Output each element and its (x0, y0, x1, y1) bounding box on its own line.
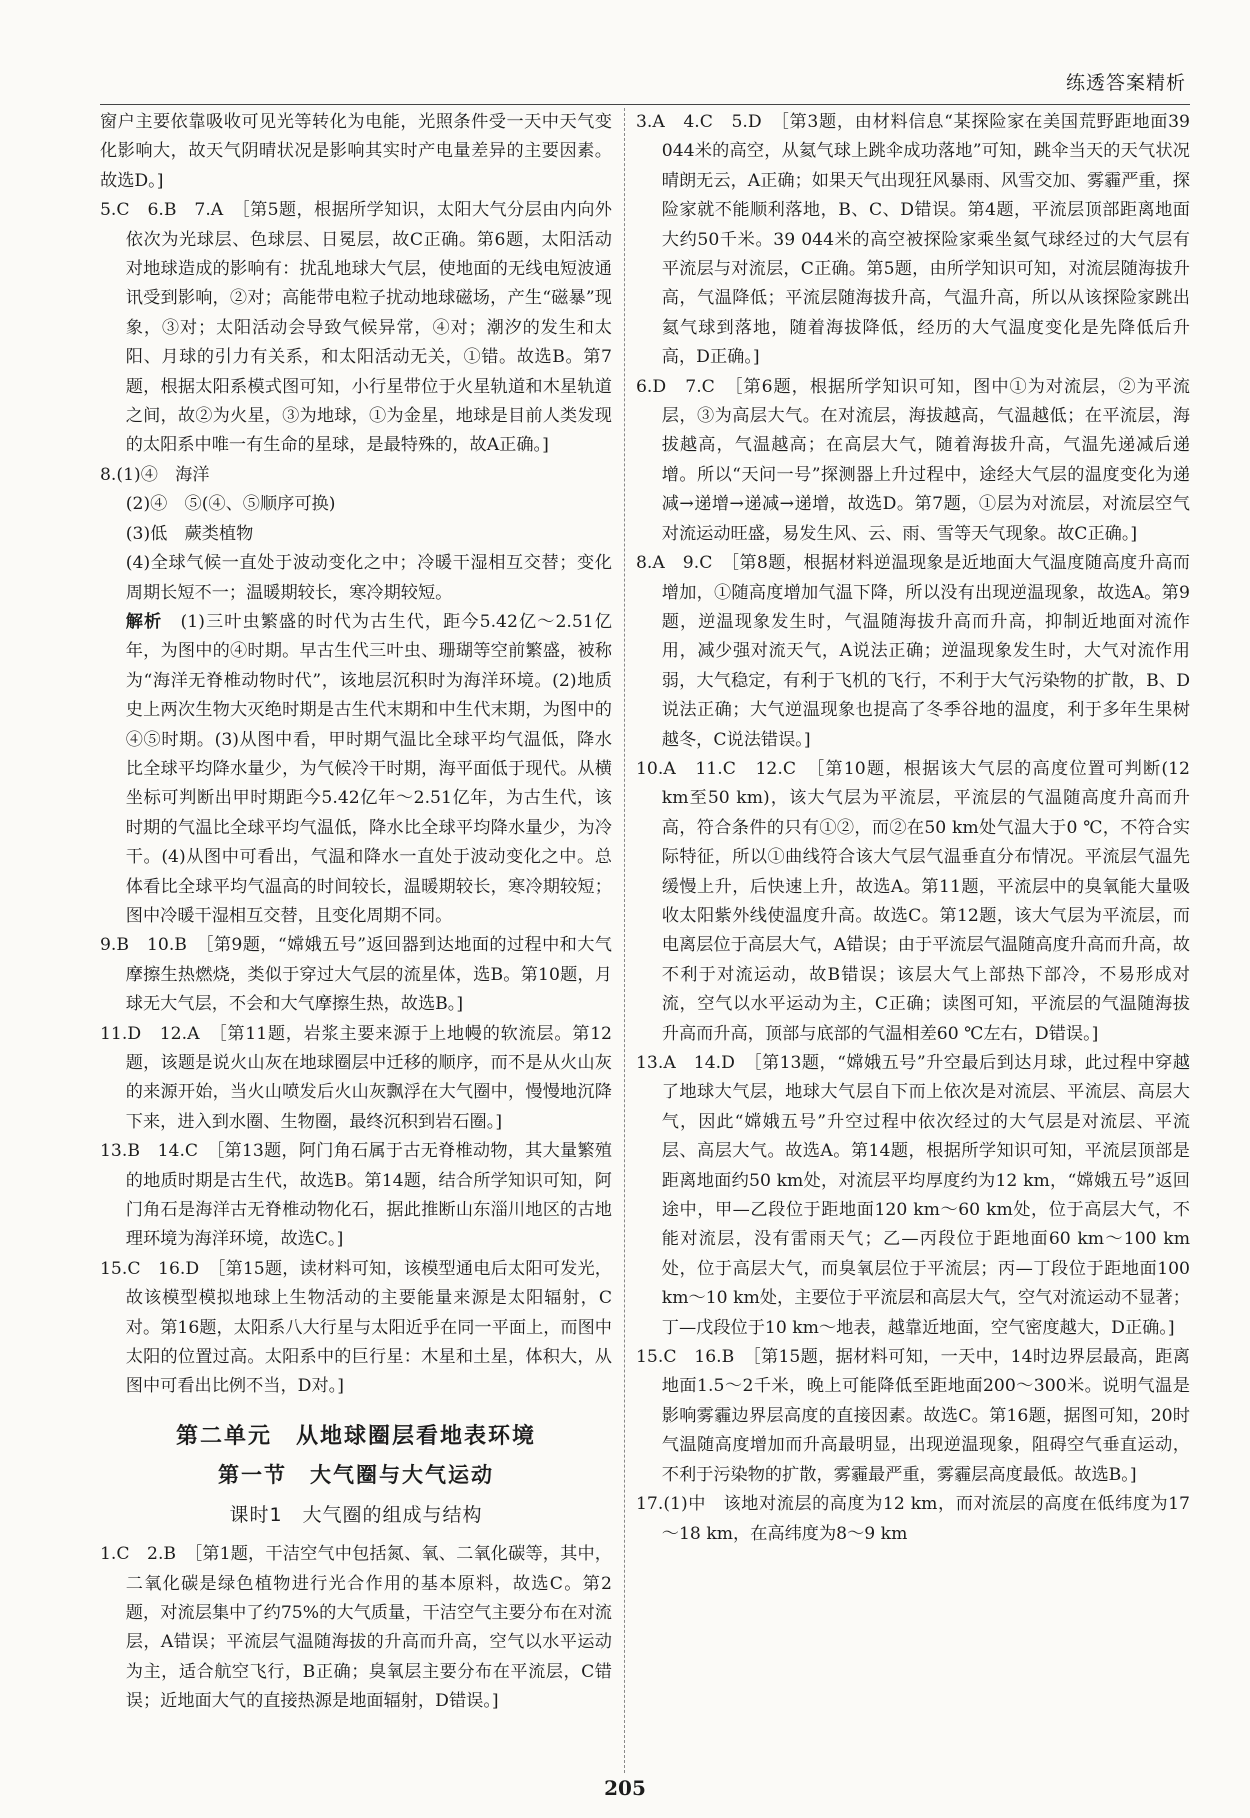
answer-block: 15.C 16.D ［第15题，读材料可知，该模型通电后太阳可发光，故该模型模拟地球上生物活动的主要能量来源是太阳辐射，C对。第16题，太阳系八大行星与太阳近乎在同一平面上，而图中太阳的位置过高。太阳系中的巨行星：木星和土星，体积大，从图中可看出比例不当，D对。] (100, 1258, 612, 1397)
answer-block: 15.C 16.B ［第15题，据材料可知，一天中，14时边界层最高，距离地面1.5～2千米，晚上可能降低至距地面200～300米。说明气温是影响雾霾边界层高度的直接因素。故选C。第16题，据图可知，20时气温随高度增加而升高最明显，出现逆温现象，阻碍空气垂直运动，不利于污染物的扩散，雾霾最严重，雾霾层高度最低。故选B。] (636, 1347, 1190, 1485)
analysis-label: 解析 (125, 611, 163, 632)
answer-block: 8.(1)④ 海洋 (100, 464, 210, 485)
answer-block: 13.B 14.C ［第13题，阿门角石属于古无脊椎动物，其大量繁殖的地质时期是古生代，故选B。第14题，结合所学知识可知，阿门角石是海洋古无脊椎动物化石，据此推断山东淄川地区的古地理环境为海洋环境，故选C。] (100, 1141, 612, 1250)
unit-title: 第二单元 从地球圈层看地表环境 (175, 1423, 536, 1449)
answer-sub-block: (2)④ ⑤(④、⑤顺序可换) (125, 494, 336, 515)
column-divider (624, 108, 625, 1773)
answer-block: 窗户主要依靠吸收可见光等转化为电能，光照条件受一天中天气变化影响大，故天气阴晴状况是影响其实时产电量差异的主要因素。故选D。] (100, 112, 612, 191)
analysis-block (100, 608, 612, 931)
left-column (100, 108, 612, 1717)
answer-block: 11.D 12.A ［第11题，岩浆主要来源于上地幔的软流层。第12题，该题是说火山灰在地球圈层中迁移的顺序，而不是从火山灰的来源开始，当火山喷发后火山灰飘浮在大气圈中，慢慢地沉降下来，进入到水圈、生物圈，最终沉积到岩石圈。] (100, 1023, 612, 1132)
answer-block: 10.A 11.C 12.C ［第10题，根据该大气层的高度位置可判断(12 km至50 km)，该大气层为平流层，平流层的气温随高度升高而升高，符合条件的只有①②，而②在50 km处气温大于0 ℃，不符合实际特征，所以①曲线符合该大气层气温垂直分布情况。平流层气温先缓慢上升，后快速上升，故选A。第11题，平流层中的臭氧能大量吸收太阳紫外线使温度升高。故选C。第12题，该大气层为平流层，而电离层位于高层大气，A错误；由于平流层气温随高度升高而升高，故不利于对流运动，故B错误；该层大气上部热下部冷，不易形成对流，空气以水平运动为主，C正确；读图可知，平流层的气温随海拔升高而升高，顶部与底部的气温相差60 ℃左右，D错误。] (636, 758, 1190, 1044)
answer-block: 3.A 4.C 5.D ［第3题，由材料信息“某探险家在美国荒野距地面39 044米的高空，从氦气球上跳伞成功落地”可知，跳伞当天的天气状况晴朗无云，A正确；如果天气出现狂风暴雨、风雪交加、雾霾严重，探险家就不能顺利落地，B、C、D错误。第4题，平流层顶部距离地面大约50千米。39 044米的高空被探险家乘坐氦气球经过的大气层有平流层与对流层，C正确。第5题，由所学知识可知，对流层随海拔升高，气温降低；平流层随海拔升高，气温升高，所以从该探险家跳出氦气球到落地，随着海拔降低，经历的大气温度变化是先降低后升高，D正确。] (636, 112, 1190, 368)
header-rule (100, 104, 1190, 105)
right-column (636, 108, 1190, 1549)
answer-block: 13.A 14.D ［第13题，“嫦娥五号”升空最后到达月球，此过程中穿越了地球大气层，地球大气层自下而上依次是对流层、平流层、高层大气，因此“嫦娥五号”升空过程中依次经过的大气层是对流层、平流层、高层大气。故选A。第14题，根据所学知识可知，平流层顶部是距离地面约50 km处，对流层平均厚度约为12 km，“嫦娥五号”返回途中，甲—乙段位于距地面120 km～60 km处，位于高层大气，不能对流层，没有雷雨天气；乙—丙段位于距地面60 km～100 km处，位于高层大气，而臭氧层位于平流层；丙—丁段位于距地面100 km～10 km处，主要位于平流层和高层大气，空气对流运动不显著；丁—戊段位于10 km～地表，越靠近地面，空气密度越大，D正确。] (636, 1053, 1190, 1338)
section-title: 第一节 大气圈与大气运动 (218, 1463, 494, 1488)
answer-block: 17.(1)中 该地对流层的高度为12 km，而对流层的高度在低纬度为17～18 km，在高纬度为8～9 km (636, 1494, 1190, 1544)
answer-sub-block: (4)全球气候一直处于波动变化之中；冷暖干湿相互交替；变化周期长短不一；温暖期较长，寒冷期较短。 (125, 553, 612, 603)
answer-block: 8.A 9.C ［第8题，根据材料逆温现象是近地面大气温度随高度升高而增加，①随高度增加气温下降，所以没有出现逆温现象，故选A。第9题，逆温现象发生时，气温随海拔升高而升高，抑制近地面对流作用，减少强对流天气，A说法正确；逆温现象发生时，大气对流作用弱，大气稳定，有利于飞机的飞行，不利于大气污染物的扩散，B、D说法正确；大气逆温现象也提高了冬季谷地的温度，利于多年生果树越冬，C说法错误。] (636, 553, 1190, 750)
answer-block: 5.C 6.B 7.A ［第5题，根据所学知识，太阳大气分层由内向外依次为光球层、色球层、日冕层，故C正确。第6题，太阳活动对地球造成的影响有：扰乱地球大气层，使地面的无线电短波通讯受到影响，②对；高能带电粒子扰动地球磁场，产生“磁暴”现象，③对；太阳活动会导致气候异常，④对；潮汐的发生和太阳、月球的引力有关系，和太阳活动无关，①错。故选B。第7题，根据太阳系模式图可知，小行星带位于火星轨道和木星轨道之间，故②为火星，③为地球，①为金星，地球是目前人类发现的太阳系中唯一有生命的星球，是最特殊的，故A正确。] (100, 200, 612, 456)
analysis-text: (1)三叶虫繁盛的时代为古生代，距今5.42亿～2.51亿年，为图中的④时期。早古生代三叶虫、珊瑚等空前繁盛，被称为“海洋无脊椎动物时代”，该地层沉积时为海洋环境。(2)地质史上两次生物大灭绝时期是古生代末期和中生代末期，为图中的④⑤时期。(3)从图中看，甲时期气温比全球平均气温低，降水比全球平均降水量少，为气候冷干时期，海平面低于现代。从横坐标可判断出甲时期距今5.42亿年～2.51亿年，为古生代，该时期的气温比全球平均气温低，降水比全球平均降水量少，为冷干。(4)从图中可看出，气温和降水一直处于波动变化之中。总体看比全球平均气温高的时间较长，温暖期较长，寒冷期较短；图中冷暖干湿相互交替，且变化周期不同。 (125, 611, 612, 926)
answer-block: 1.C 2.B ［第1题，干洁空气中包括氮、氧、二氧化碳等，其中，二氧化碳是绿色植物进行光合作用的基本原料，故选C。第2题，对流层集中了约75%的大气质量，干洁空气主要分布在对流层，A错误；平流层气温随海拔的升高而升高，空气以水平运动为主，适合航空飞行，B正确；臭氧层主要分布在平流层，C错误；近地面大气的直接热源是地面辐射，D错误。] (100, 1544, 612, 1712)
answer-block: 9.B 10.B ［第9题，“嫦娥五号”返回器到达地面的过程中和大气摩擦生热燃烧，类似于穿过大气层的流星体，选B。第10题，月球无大气层，不会和大气摩擦生热，故选B。] (100, 935, 612, 1015)
header-title: 练透答案精析 (1065, 72, 1186, 94)
answer-block: 6.D 7.C ［第6题，根据所学知识可知，图中①为对流层，②为平流层，③为高层大气。在对流层，海拔越高，气温越低；在平流层，海拔越高，气温越高；在高层大气，随着海拔升高，气温先递减后递增。所以“天问一号”探测器上升过程中，途经大气层的温度变化为递减→递增→递减→递增，故选D。第7题，①层为对流层，对流层空气对流运动旺盛，易发生风、云、雨、雪等天气现象。故C正确。] (636, 376, 1190, 544)
page-number: 205 (604, 1776, 646, 1800)
answer-sub-block: (3)低 蕨类植物 (125, 523, 254, 544)
lesson-title: 课时1 大气圈的组成与结构 (229, 1503, 483, 1526)
